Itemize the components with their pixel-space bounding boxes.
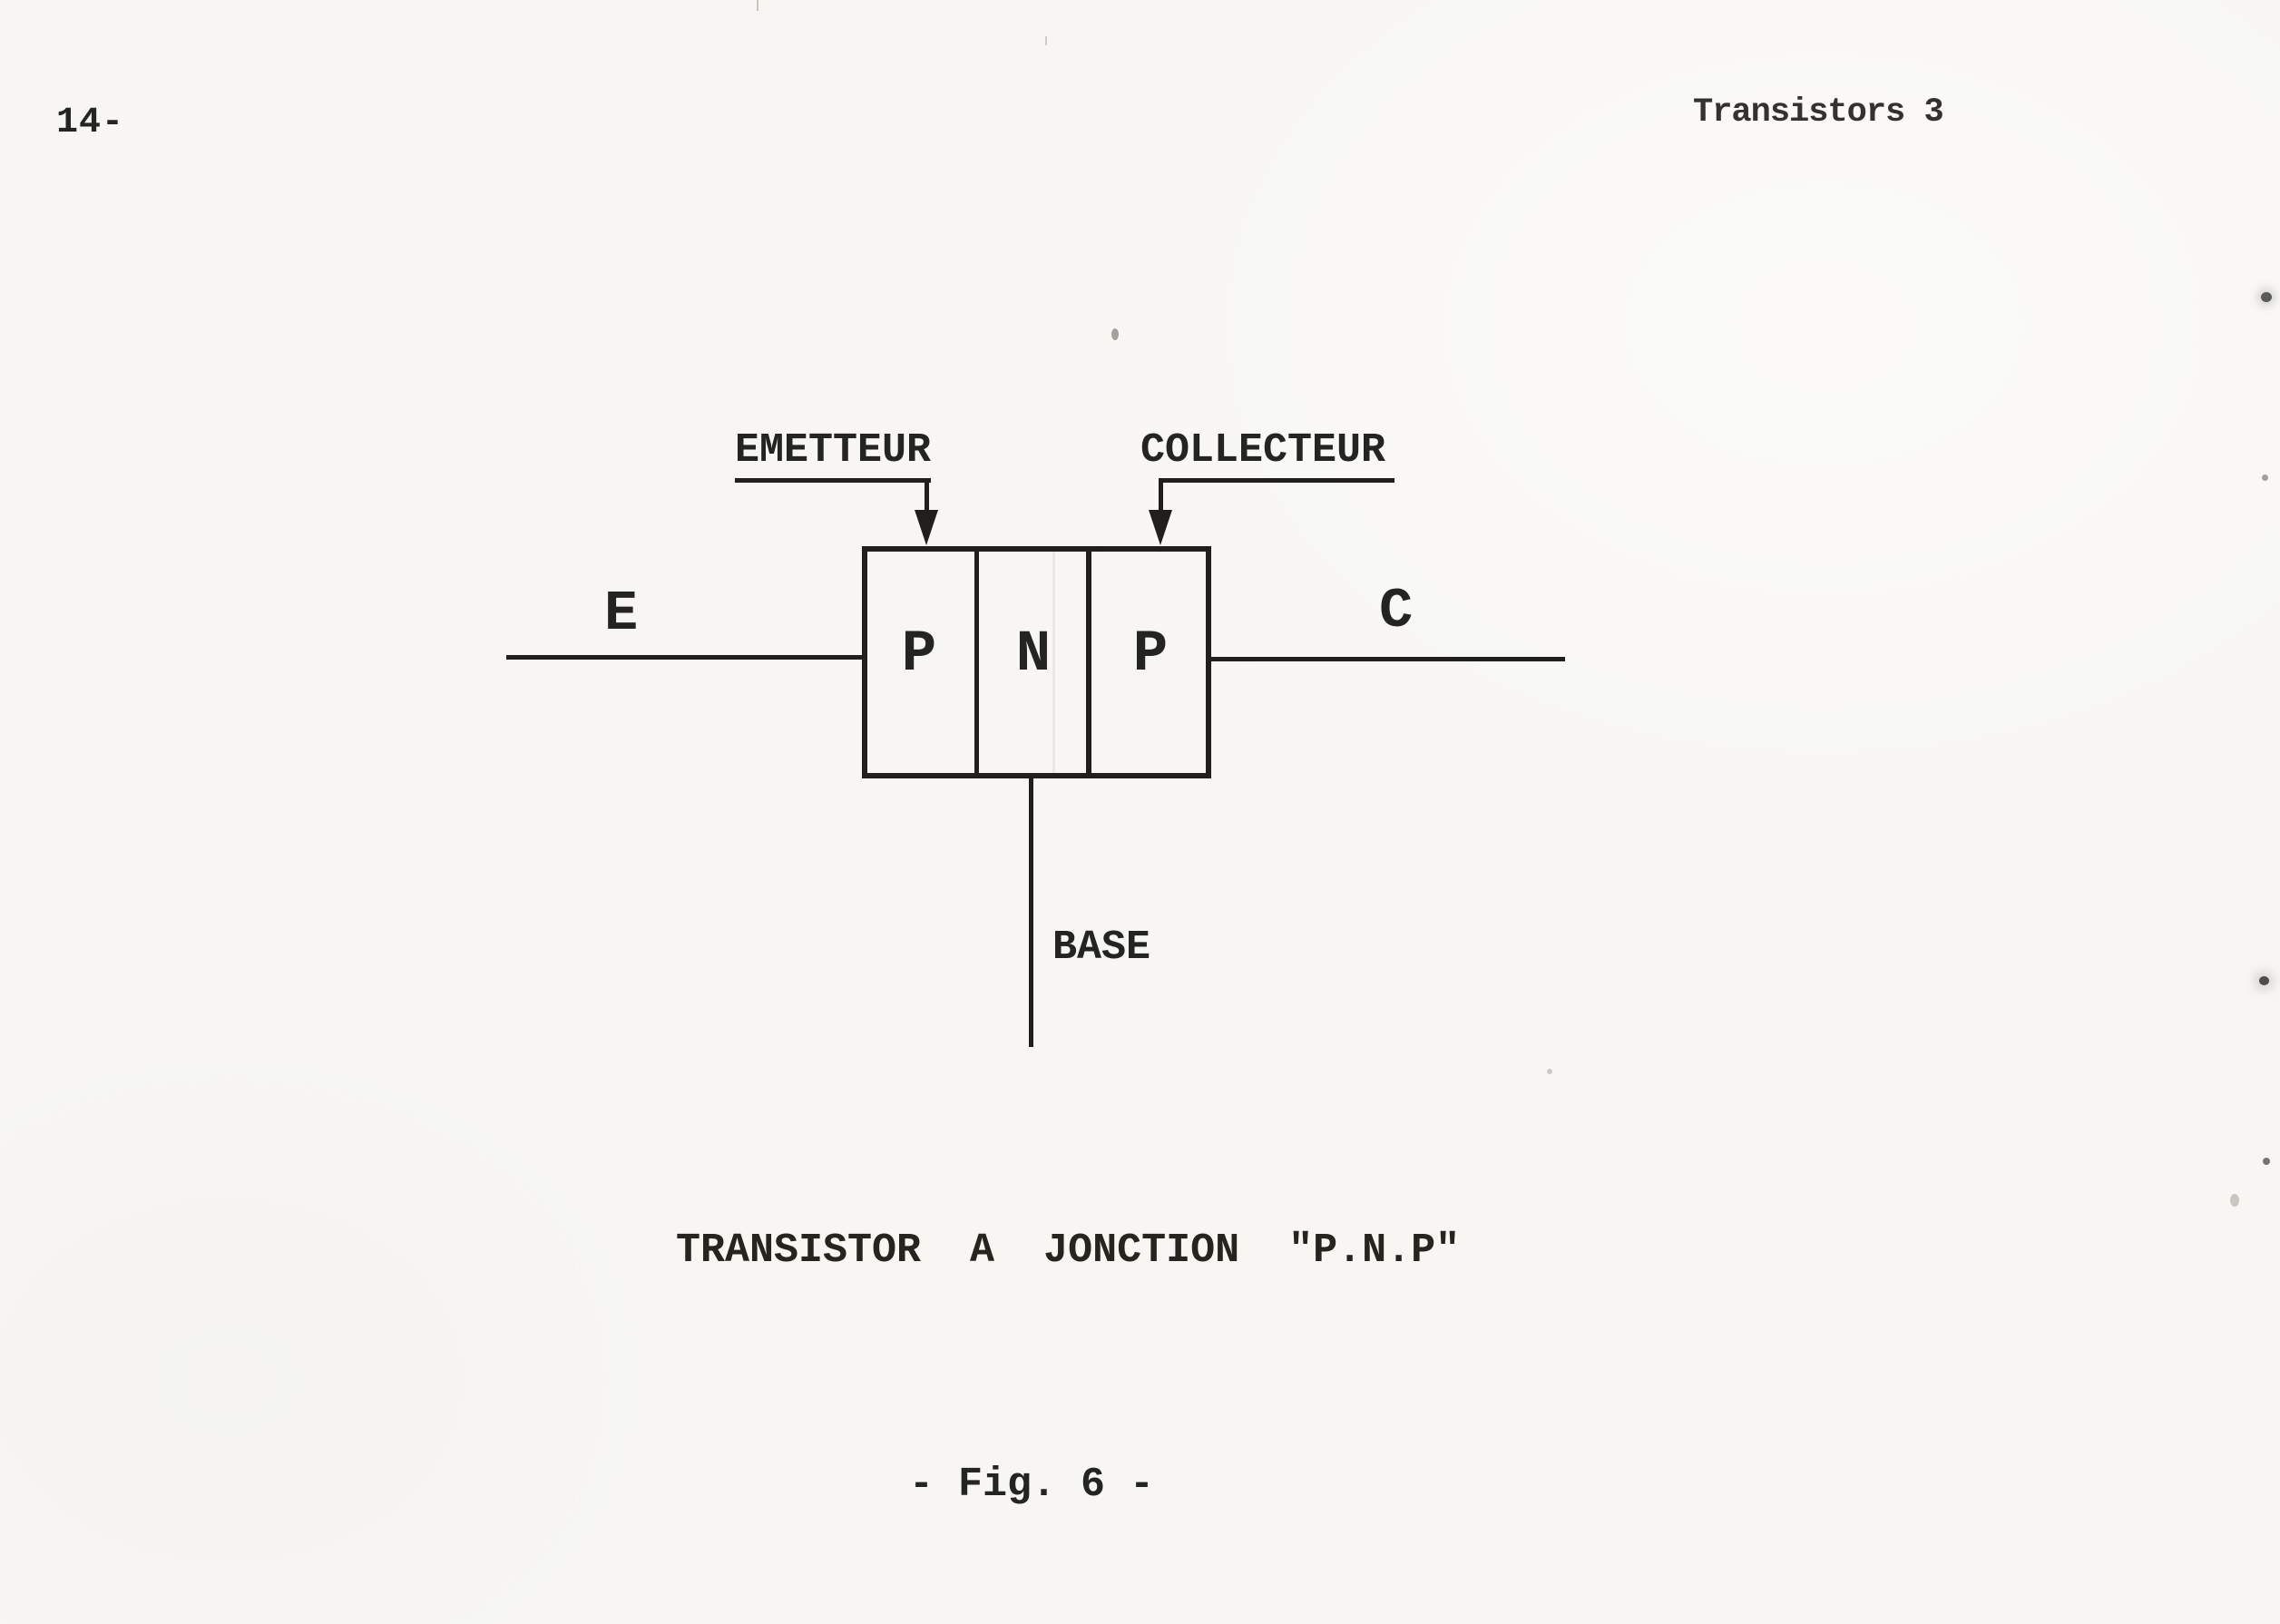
junction-divider-right	[1086, 550, 1091, 775]
scan-speck	[2259, 976, 2269, 985]
emitter-callout-label: EMETTEUR	[735, 427, 932, 474]
scan-speck	[1045, 36, 1047, 45]
figure-number: - Fig. 6 -	[909, 1462, 1155, 1508]
emitter-lead-line	[506, 655, 864, 660]
scan-ghost-line	[1052, 552, 1055, 773]
scan-speck	[2263, 1158, 2270, 1165]
header-title: Transistors 3	[1693, 93, 1943, 132]
junction-divider-left	[974, 550, 979, 775]
base-lead-line	[1029, 777, 1033, 1047]
page-number: 14-	[56, 103, 125, 143]
collector-lead-line	[1209, 657, 1565, 661]
base-label: BASE	[1052, 925, 1151, 971]
collector-lead-label: C	[1379, 579, 1414, 643]
scan-speck	[757, 0, 758, 11]
region-label-n-base: N	[1015, 622, 1052, 688]
collector-down-arrow-icon	[1149, 510, 1172, 545]
collector-callout-label: COLLECTEUR	[1140, 427, 1386, 474]
scan-speck	[2262, 474, 2268, 481]
emitter-callout-underline	[735, 478, 931, 483]
scan-speck	[2261, 292, 2272, 302]
figure-caption: TRANSISTOR A JONCTION "P.N.P"	[676, 1228, 1461, 1274]
region-label-p-emitter: P	[901, 622, 937, 688]
emitter-down-arrow-icon	[915, 510, 938, 545]
scan-speck	[1547, 1069, 1552, 1074]
region-label-p-collector: P	[1132, 622, 1169, 688]
scan-speck	[2230, 1194, 2239, 1207]
collector-callout-underline	[1159, 478, 1394, 483]
scan-speck	[1111, 328, 1119, 340]
emitter-lead-label: E	[604, 582, 639, 646]
